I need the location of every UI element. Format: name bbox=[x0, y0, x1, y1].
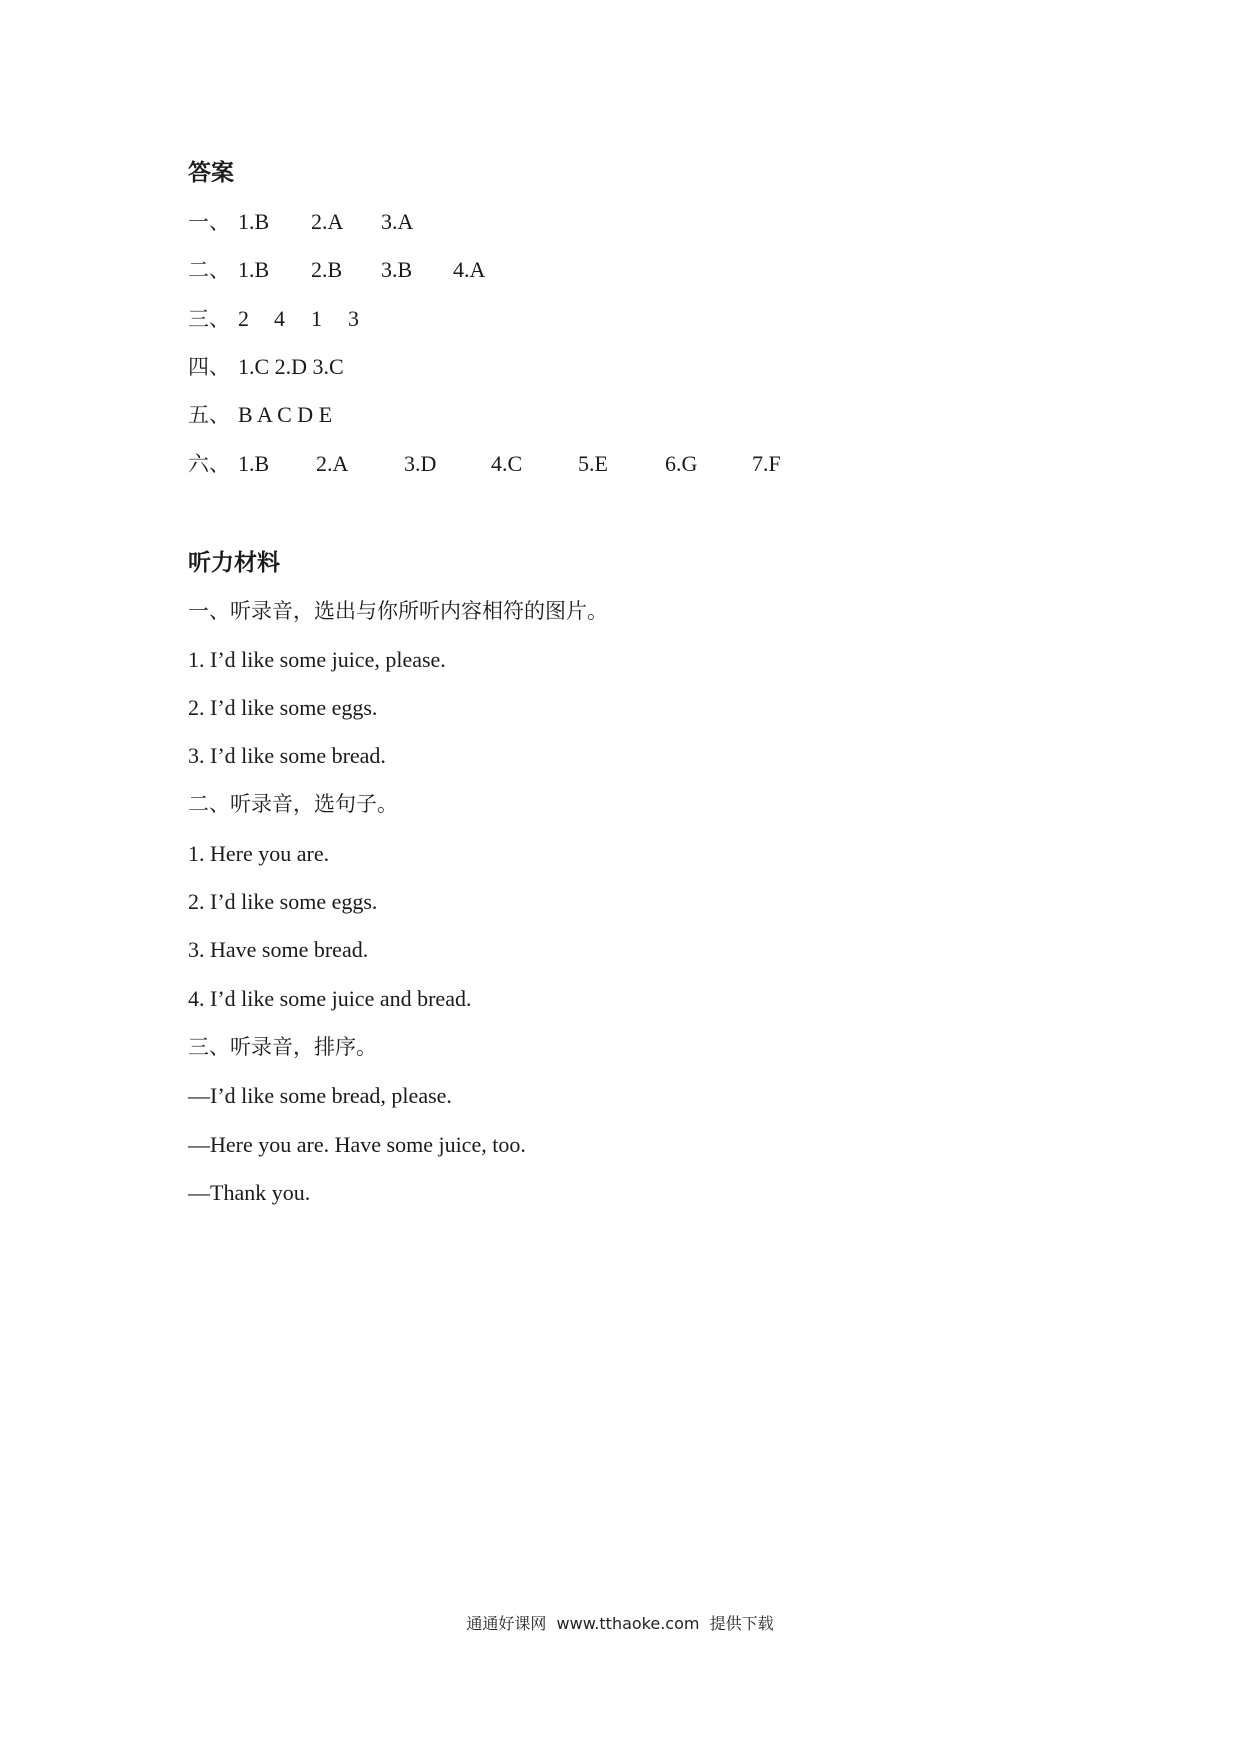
answer-item: 4.A bbox=[453, 257, 486, 282]
answer-item: 1.B bbox=[238, 209, 270, 234]
listening-heading: 听力材料 bbox=[188, 550, 280, 576]
answer-item: 2.A bbox=[316, 451, 349, 476]
answer-item: 1.C 2.D 3.C bbox=[238, 354, 344, 379]
listening-line: 3. Have some bread. bbox=[188, 937, 369, 962]
answer-item: 3.A bbox=[381, 209, 414, 234]
listening-part3-title: 三、听录音，排序。 bbox=[188, 1035, 377, 1059]
listening-line: 2. I’d like some eggs. bbox=[188, 889, 378, 914]
listening-line: 4. I’d like some juice and bread. bbox=[188, 986, 472, 1011]
answer-row-prefix: 三、 bbox=[188, 307, 230, 331]
answer-item: 2.A bbox=[311, 209, 344, 234]
answer-item: 7.F bbox=[752, 451, 781, 476]
answer-item: 2.B bbox=[311, 257, 343, 282]
answer-item: 1.B bbox=[238, 257, 270, 282]
listening-line: 1. Here you are. bbox=[188, 841, 330, 866]
answer-item: 5.E bbox=[578, 451, 608, 476]
listening-line: —Thank you. bbox=[188, 1180, 311, 1205]
answer-item: 4 bbox=[274, 306, 285, 331]
listening-line: —Here you are. Have some juice, too. bbox=[188, 1132, 526, 1157]
answer-item: 6.G bbox=[665, 451, 698, 476]
listening-line: 3. I’d like some bread. bbox=[188, 743, 386, 768]
answer-item: 1 bbox=[311, 306, 322, 331]
answer-item: 4.C bbox=[491, 451, 523, 476]
answer-row-prefix: 四、 bbox=[188, 355, 230, 379]
answer-item: 2 bbox=[238, 306, 249, 331]
page-footer: 通通好课网 www.tthaoke.com 提供下载 bbox=[466, 1614, 774, 1633]
listening-line: —I’d like some bread, please. bbox=[188, 1083, 452, 1108]
listening-part1-title: 一、听录音，选出与你所听内容相符的图片。 bbox=[188, 599, 608, 623]
answer-item: 3 bbox=[348, 306, 359, 331]
answer-item: 3.D bbox=[404, 451, 437, 476]
answer-item: 1.B bbox=[238, 451, 270, 476]
answers-heading: 答案 bbox=[188, 160, 234, 186]
answer-item: B A C D E bbox=[238, 402, 333, 427]
answer-item: 3.B bbox=[381, 257, 413, 282]
answer-row-prefix: 六、 bbox=[188, 452, 230, 476]
listening-line: 1. I’d like some juice, please. bbox=[188, 647, 446, 672]
answer-row-prefix: 五、 bbox=[188, 403, 230, 427]
answer-row-prefix: 一、 bbox=[188, 210, 230, 234]
answer-row-prefix: 二、 bbox=[188, 258, 230, 282]
listening-line: 2. I’d like some eggs. bbox=[188, 695, 378, 720]
listening-part2-title: 二、听录音，选句子。 bbox=[188, 792, 398, 816]
